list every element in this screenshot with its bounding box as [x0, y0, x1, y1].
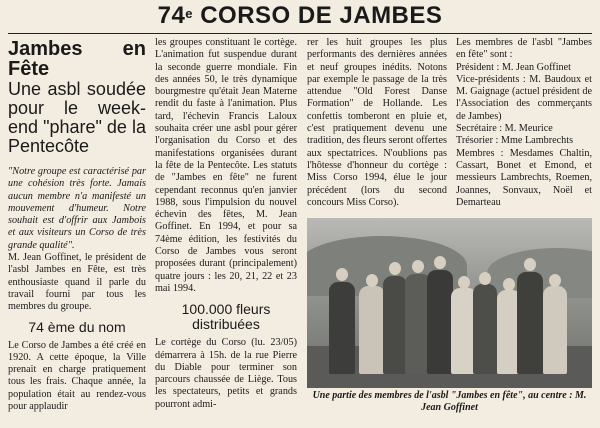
photo-person-head	[458, 276, 470, 289]
photo-person	[473, 284, 497, 374]
history-paragraph-1: Le Corso de Jambes a été créé en 1920. A cette époque, la Ville prenait en charge pratiquement tous les frais. Chaque année, la population était au rendez-vous pour applaudir	[8, 339, 146, 413]
members-vice-presidents: Vice-présidents : M. Baudoux et M. Gaignage (actuel président de l'Association des commerçants de Jambes)	[456, 73, 592, 122]
photo-person	[359, 286, 385, 374]
title-text: CORSO DE JAMBES	[193, 2, 443, 29]
page-title	[158, 2, 443, 29]
members-treasurer: Trésorier : Mme Lambrechts	[456, 135, 574, 147]
members-president: Président : M. Jean Goffinet	[456, 61, 571, 73]
photo-person	[383, 276, 407, 374]
intro-paragraph: M. Jean Goffinet, le président de l'asbl Jambes en Fête, est très enthousiaste quand il parle du travail fourni par tous les membres du groupe.	[8, 252, 146, 313]
column-3	[307, 37, 447, 209]
column-1	[8, 37, 146, 413]
photo-person-head	[389, 262, 401, 275]
photo-person	[543, 286, 567, 374]
photo-person-head	[479, 272, 491, 285]
title-rule	[8, 33, 592, 34]
photo-person	[427, 270, 453, 374]
column-4	[456, 37, 592, 209]
column-2	[155, 37, 297, 411]
members-intro: Les membres de l'asbl "Jambes en fête" sont :	[456, 37, 592, 61]
parade-paragraph-continued: rer les huit groupes les plus performants des dernières années et neuf groupes inédits. Notons par exemple le passage de la très attendue "Old Forest Danse Formation" de Hollande. Les confettis tomberont en pluie et, c'est pratiquement devenu une tradition, des fleurs seront offertes aux spectatrices. N'oublions pas l'hôtesse d'honneur du cortège : Miss Corso 1994, élue le jour précédent (lors du second concours Miss Corso).	[307, 37, 447, 208]
parade-paragraph: Le cortège du Corso (lu. 23/05) démarrera à 15h. de la rue Pierre du Diable pour terminer son parcours chaussée de Liège. Tous les spectateurs, petits et grands pourront admi-	[155, 337, 297, 410]
subheading-fleurs: 100.000 fleurs distribuées	[181, 301, 271, 333]
photo-person-head	[366, 274, 378, 287]
photo-person-head	[503, 278, 515, 291]
president-quote: "Notre groupe est caractérisé par une cohésion très forte. Jamais aucun membre n'a manifesté un mouvement d'humeur. Notre souhait est d'offrir aux Jambois et aux visiteurs un Corso de très grande qualité".	[8, 166, 146, 251]
photo-person	[329, 282, 355, 374]
photo-person-head	[412, 260, 424, 273]
masthead	[0, 0, 600, 32]
article-headline: Jambes en Fête	[8, 38, 146, 80]
photo-person-head	[434, 256, 446, 269]
photo-person	[517, 272, 543, 374]
members-secretary: Secrétaire : M. Meurice	[456, 123, 553, 135]
title-number: 74	[157, 2, 186, 29]
subheading-74eme: 74 ème du nom	[28, 318, 126, 335]
article-deck: Une asbl soudée pour le week-end "phare" de la Pentecôte	[8, 79, 146, 156]
members-list: Membres : Mesdames Chaltin, Cassart, Bonet et Emond, et messieurs Lambrechts, Roemen, Joannes, Sonvaux, Noël et Demarteau	[456, 147, 592, 208]
photo-person-head	[524, 258, 536, 271]
group-photo	[307, 218, 592, 388]
photo-person-head	[336, 268, 348, 281]
history-paragraph-2: les groupes constituant le cortège. L'animation fut suspendue durant la seconde guerre mondiale. Fin des années 50, le très dynamique bourgmestre qu'était Jean Materne rendit du faste à l'animation. Plus tard, l'échevin Francis Laloux souhaita créer une asbl pour gérer l'organisation du Corso et des manifestations organisées durant la fête de la Pentecôte. Les statuts de "Jambes en fête" ne furent cependant reconnus qu'en janvier 1988, sous l'impulsion du nouvel échevin des fêtes, M. Jean Goffinet. En 1994, et pour sa 74ème édition, les festivités du Corso de Jambes vous seront proposées durant (principalement) quatre jours : les 20, 21, 22 et 23 mai 1994.	[155, 37, 297, 294]
title-ordinal: e	[185, 6, 194, 21]
photo-person-head	[549, 274, 561, 287]
photo-caption: Une partie des membres de l'asbl "Jambes en fête", au centre : M. Jean Goffinet	[312, 390, 587, 413]
